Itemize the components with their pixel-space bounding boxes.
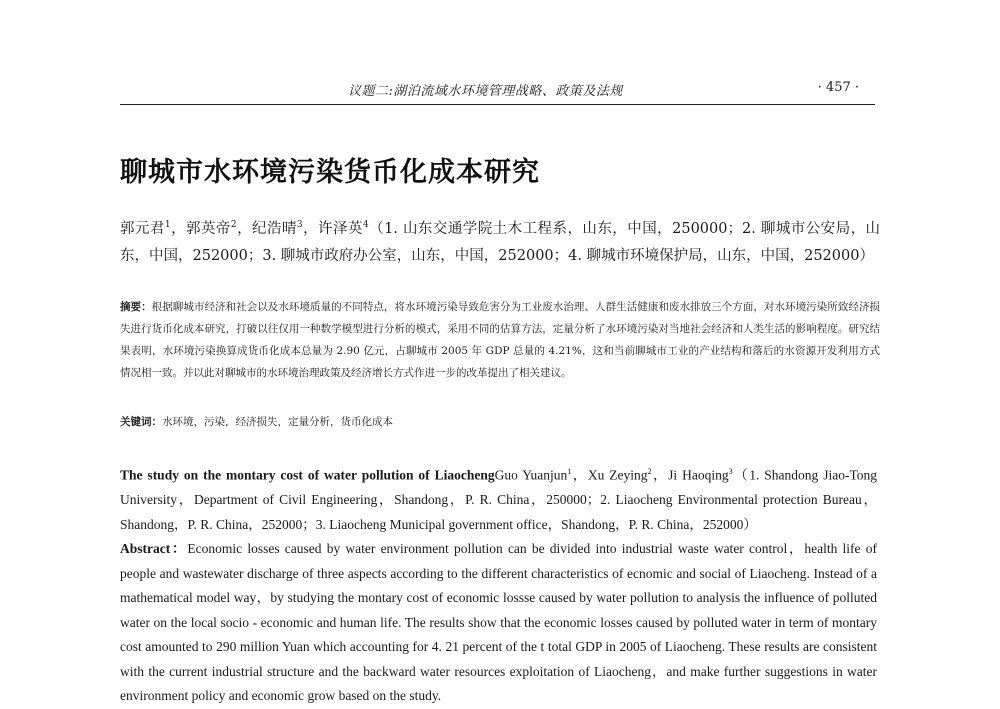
abstract-label: 摘要： — [120, 301, 152, 313]
author-sup: 2 — [647, 467, 652, 476]
english-affiliations: （1. Shandong Jiao-Tong University，Department of Civil Engineering，Shandong，P. R. China，250000；2. Liaocheng Environmental protection Bureau，Shandong，P. R. China，252000；3. Liaocheng Municipal government office，Shandong，P. R. China，252000） — [120, 467, 878, 532]
author-sup: 2 — [230, 220, 237, 230]
english-author: ，Ji Haoqing — [651, 467, 729, 483]
author-sup: 3 — [728, 467, 733, 476]
author-name: ，纪浩晴 — [236, 220, 297, 237]
running-header — [120, 78, 875, 105]
authors-chinese — [120, 212, 880, 270]
english-abstract — [120, 537, 877, 709]
author-sup: 1 — [164, 220, 171, 230]
author-sup: 4 — [362, 220, 369, 230]
paper-title: 聊城市水环境污染货币化成本研究 — [120, 157, 540, 188]
affiliations-chinese: （1. 山东交通学院土木工程系，山东，中国，250000；2. 聊城市公安局，山东，中国，252000；3. 聊城市政府办公室，山东，中国，252000；4. 聊城市环境保护局，山东，中国，252000） — [120, 220, 881, 264]
running-title: 议题二:湖泊流域水环境管理战略、政策及法规 — [348, 84, 623, 99]
english-title: The study on the montary cost of water pollution of Liaocheng — [120, 467, 495, 483]
page-number: · 457 · — [817, 80, 859, 95]
abstract-text: 根据聊城市经济和社会以及水环境质量的不同特点，将水环境污染导致危害分为工业废水治理、人群生活健康和废水排放三个方面，对水环境污染所致经济损失进行货币化成本研究，打破以往仅用一种数学模型进行分析的模式，采用不同的估算方法，定量分析了水环境污染对当地社会经济和人类生活的影响程度。研究结果表明，水环境污染换算成货币化成本总量为 2.90 亿元，占聊城市 2005 年 GDP 总量的 4.21%，这和当前聊城市工业的产业结构和落后的水资源开发利用方式情况相一致。并以此对聊城市的水环境治理政策及经济增长方式作进一步的改革提出了相关建议。 — [120, 301, 880, 379]
english-abstract-text: Economic losses caused by water environment pollution can be divided into industrial waste water control，health life of people and wastewater discharge of three aspects according to the different characteristics of ecnomic and social of Liaocheng. Instead of a mathematical model way，by studying the montary cost of economic lossse caused by water pollution to analysis the influence of polluted water on the local socio - economic and human life. The results show that the economic losses caused by polluted water in term of montary cost amounted to 290 million Yuan which accounting for 4. 21 percent of the t total GDP in 2005 of Liaocheng. These results are consistent with the current industrial structure and the backward water resources exploitation of Liaocheng，and make further suggestions in water environment policy and economic grow based on the study. — [120, 541, 877, 703]
english-author: Guo Yuanjun — [494, 467, 568, 483]
author-name: 郭元君 — [120, 220, 165, 237]
keywords-text: 水环境，污染，经济损失，定量分析，货币化成本 — [162, 416, 393, 428]
keywords-chinese — [120, 412, 880, 432]
abstract-chinese — [120, 296, 880, 384]
author-sup: 1 — [567, 467, 572, 476]
author-name: ，郭英帝 — [170, 220, 231, 237]
author-sup: 3 — [296, 220, 303, 230]
english-abstract-label: Abstract： — [120, 541, 188, 556]
author-name: ，许泽英 — [302, 220, 363, 237]
english-title-authors — [120, 460, 877, 537]
keywords-label: 关键词： — [120, 416, 162, 428]
english-section — [120, 460, 877, 709]
english-author: ，Xu Zeying — [571, 467, 648, 483]
